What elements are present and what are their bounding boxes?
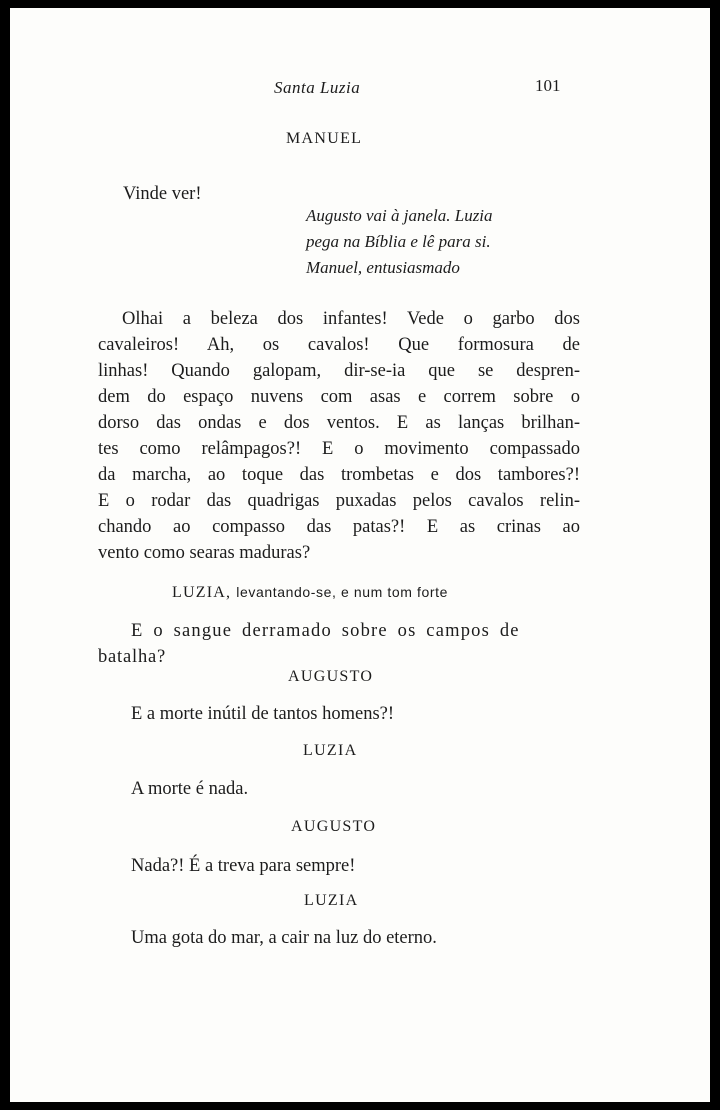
speaker-luzia: LUZIA: [303, 742, 358, 759]
speaker-luzia-with-direction: [172, 582, 448, 602]
paragraph-line: da marcha, ao toque das trombetas e dos tambores?!: [98, 465, 580, 485]
speech-line: E a morte inútil de tantos homens?!: [131, 704, 395, 724]
paragraph-line: chando ao compasso das patas?! E as crinas ao: [98, 517, 580, 537]
stage-direction-line: Manuel, entusiasmado: [306, 258, 460, 277]
page-number: 101: [535, 76, 561, 95]
speaker-augusto: AUGUSTO: [288, 668, 374, 685]
speaker-luzia: LUZIA,: [172, 584, 232, 601]
speaker-luzia: LUZIA: [304, 892, 359, 909]
speech-line-vinde-ver: Vinde ver!: [123, 184, 202, 204]
stage-direction-line: pega na Bíblia e lê para si.: [306, 232, 491, 251]
speech-line: E o sangue derramado sobre os campos de: [131, 621, 520, 641]
paragraph-line: dem do espaço nuvens com asas e correm sobre o: [98, 387, 580, 407]
speaker-manuel: MANUEL: [286, 130, 363, 147]
paragraph-line: vento como searas maduras?: [98, 543, 311, 563]
stage-direction-inline: levantando-se, e num tom forte: [236, 584, 449, 600]
speech-line: Nada?! É a treva para sempre!: [131, 856, 356, 876]
speaker-augusto: AUGUSTO: [291, 818, 377, 835]
speech-line: batalha?: [98, 647, 167, 667]
paragraph-line: linhas! Quando galopam, dir-se-ia que se despren-: [98, 361, 580, 381]
paragraph-line: tes como relâmpagos?! E o movimento compassado: [98, 439, 580, 459]
running-title: Santa Luzia: [274, 78, 361, 97]
manuel-speech-paragraph: [98, 306, 580, 566]
paragraph-line: Olhai a beleza dos infantes! Vede o garbo dos: [122, 309, 580, 329]
luzia-speech: [98, 618, 568, 670]
speech-line: Uma gota do mar, a cair na luz do eterno.: [131, 928, 437, 948]
speech-line: A morte é nada.: [131, 779, 249, 799]
stage-direction-line: Augusto vai à janela. Luzia: [306, 206, 493, 225]
book-page: [10, 8, 710, 1102]
paragraph-line: E o rodar das quadrigas puxadas pelos cavalos relin-: [98, 491, 580, 511]
paragraph-line: cavaleiros! Ah, os cavalos! Que formosura de: [98, 335, 580, 355]
paragraph-line: dorso das ondas e dos ventos. E as lanças brilhan-: [98, 413, 580, 433]
